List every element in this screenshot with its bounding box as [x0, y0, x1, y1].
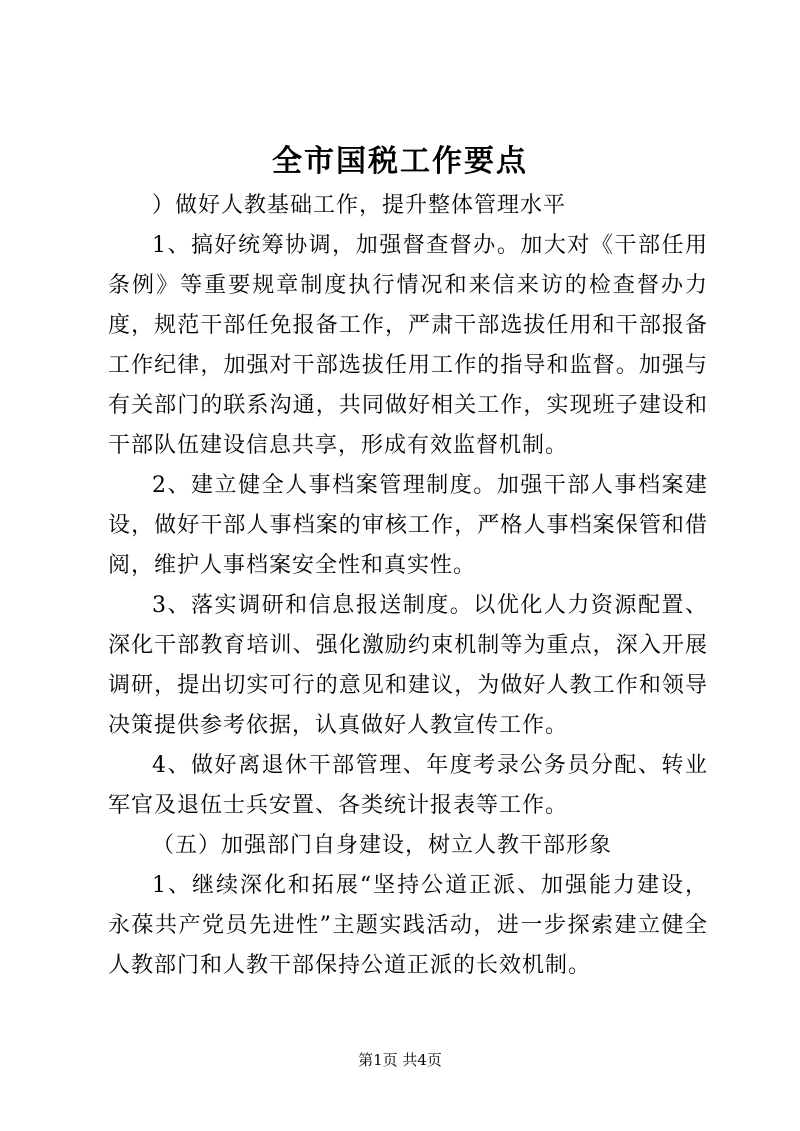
paragraph: 3、落实调研和信息报送制度。以优化人力资源配置、深化干部教育培训、强化激励约束机制等为重点，深入开展调研，提出切实可行的意见和建议，为做好人教工作和领导决策提供参考依据，认真做好人教宣传工作。	[108, 593, 708, 738]
page-footer: 第1页 共4页	[358, 1051, 442, 1069]
section-heading: （五）加强部门自身建设，树立人教干部形象	[152, 833, 613, 858]
page-title: 全市国税工作要点	[272, 144, 528, 179]
section-heading: ）做好人教基础工作，提升整体管理水平	[152, 193, 567, 218]
paragraph: 1、搞好统筹协调，加强督查督办。加大对《干部任用条例》等重要规章制度执行情况和来信来访的检查督办力度，规范干部任免报备工作，严肃干部选拔任用和干部报备工作纪律，加强对干部选拔任用工作的指导和监督。加强与有关部门的联系沟通，共同做好相关工作，实现班子建设和干部队伍建设信息共享，形成有效监督机制。	[108, 233, 708, 458]
paragraph: 1、继续深化和拓展“坚持公道正派、加强能力建设，永葆共产党员先进性”主题实践活动，进一步探索建立健全人教部门和人教干部保持公道正派的长效机制。	[108, 873, 708, 978]
paragraph: 2、建立健全人事档案管理制度。加强干部人事档案建设，做好干部人事档案的审核工作，严格人事档案保管和借阅，维护人事档案安全性和真实性。	[108, 473, 708, 578]
paragraph: 4、做好离退休干部管理、年度考录公务员分配、转业军官及退伍士兵安置、各类统计报表等工作。	[108, 753, 708, 818]
document-body	[108, 186, 708, 986]
